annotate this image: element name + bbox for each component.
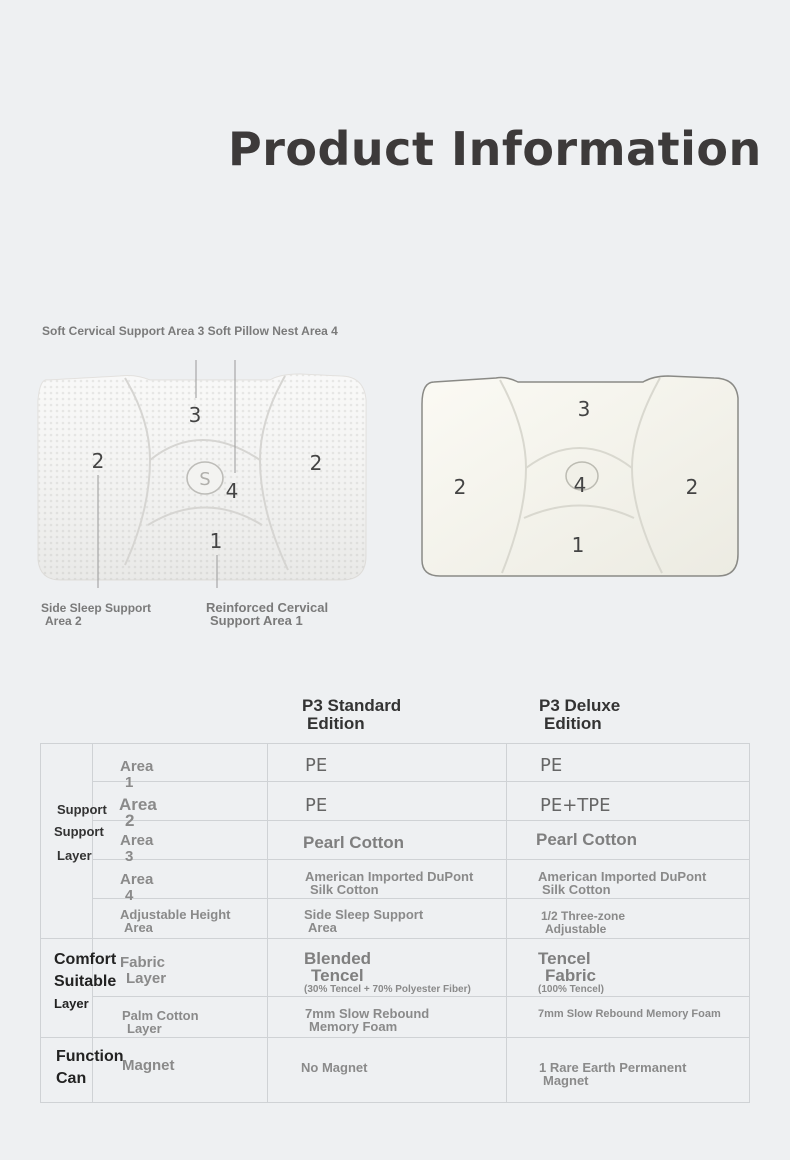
area-4-standard: American Imported DuPont Silk Cotton	[305, 869, 474, 897]
label-reinforced: Reinforced Cervical Support Area 1	[206, 600, 329, 628]
edition-standard-header: P3 Standard Edition	[302, 696, 402, 733]
area-2-standard: PE	[305, 795, 328, 816]
edition-deluxe-header: P3 Deluxe Edition	[539, 696, 621, 733]
function-label: Function Can	[56, 1048, 124, 1087]
area-3-standard: Pearl Cotton	[303, 833, 405, 852]
palm-cotton-standard: 7mm Slow Rebound Memory Foam	[305, 1006, 430, 1034]
palm-cotton-label: Palm Cotton Layer	[122, 1008, 199, 1036]
zone-2a-right: 2	[453, 475, 467, 499]
zone-4-right: 4	[573, 473, 587, 497]
fabric-standard: Blended Tencel (30% Tencel + 70% Polyester Fiber)	[304, 949, 471, 995]
zone-2b-left: 2	[309, 451, 323, 475]
zone-2a-left: 2	[91, 449, 105, 473]
zone-1-right: 1	[571, 533, 585, 557]
zone-3-left: 3	[188, 403, 202, 427]
area-1-label: Area 1	[120, 758, 154, 791]
magnet-label: Magnet	[122, 1057, 175, 1074]
adjustable-height-deluxe: 1/2 Three-zone Adjustable	[541, 909, 626, 936]
area-3-deluxe: Pearl Cotton	[536, 830, 638, 849]
label-side-sleep: Side Sleep Support Area 2	[41, 601, 152, 628]
magnet-deluxe: 1 Rare Earth Permanent Magnet	[539, 1060, 687, 1088]
fabric-layer-label: Fabric Layer	[120, 954, 167, 987]
adjustable-height-standard: Side Sleep Support Area	[304, 907, 424, 935]
page-title: Product Information	[228, 122, 762, 176]
area-2-label: Area 2	[119, 795, 157, 830]
fabric-deluxe: Tencel Fabric (100% Tencel)	[538, 949, 604, 995]
zone-2b-right: 2	[685, 475, 699, 499]
comfort-layer-label: Comfort Suitable Layer	[54, 951, 117, 1011]
svg-text:S: S	[199, 469, 211, 490]
zone-1-left: 1	[209, 529, 223, 553]
support-layer-label-c: Layer	[57, 848, 92, 863]
zone-3-right: 3	[577, 397, 591, 421]
area-4-label: Area 4	[120, 871, 154, 904]
support-layer-label-b: Support	[54, 824, 104, 839]
pillow-smooth-image	[418, 368, 743, 583]
area-1-standard: PE	[305, 755, 328, 776]
area-4-deluxe: American Imported DuPont Silk Cotton	[538, 869, 707, 897]
area-2-deluxe: PE+TPE	[540, 795, 611, 816]
magnet-standard: No Magnet	[301, 1060, 368, 1075]
label-top: Soft Cervical Support Area 3 Soft Pillow Nest Area 4	[42, 324, 338, 338]
area-1-deluxe: PE	[540, 755, 563, 776]
adjustable-height-label: Adjustable Height Area	[120, 907, 231, 935]
pillow-textured-image	[30, 360, 375, 595]
zone-4-left: 4	[225, 479, 239, 503]
support-layer-label-a: Support	[57, 802, 107, 817]
palm-cotton-deluxe: 7mm Slow Rebound Memory Foam	[538, 1008, 721, 1020]
area-3-label: Area 3	[120, 832, 154, 865]
